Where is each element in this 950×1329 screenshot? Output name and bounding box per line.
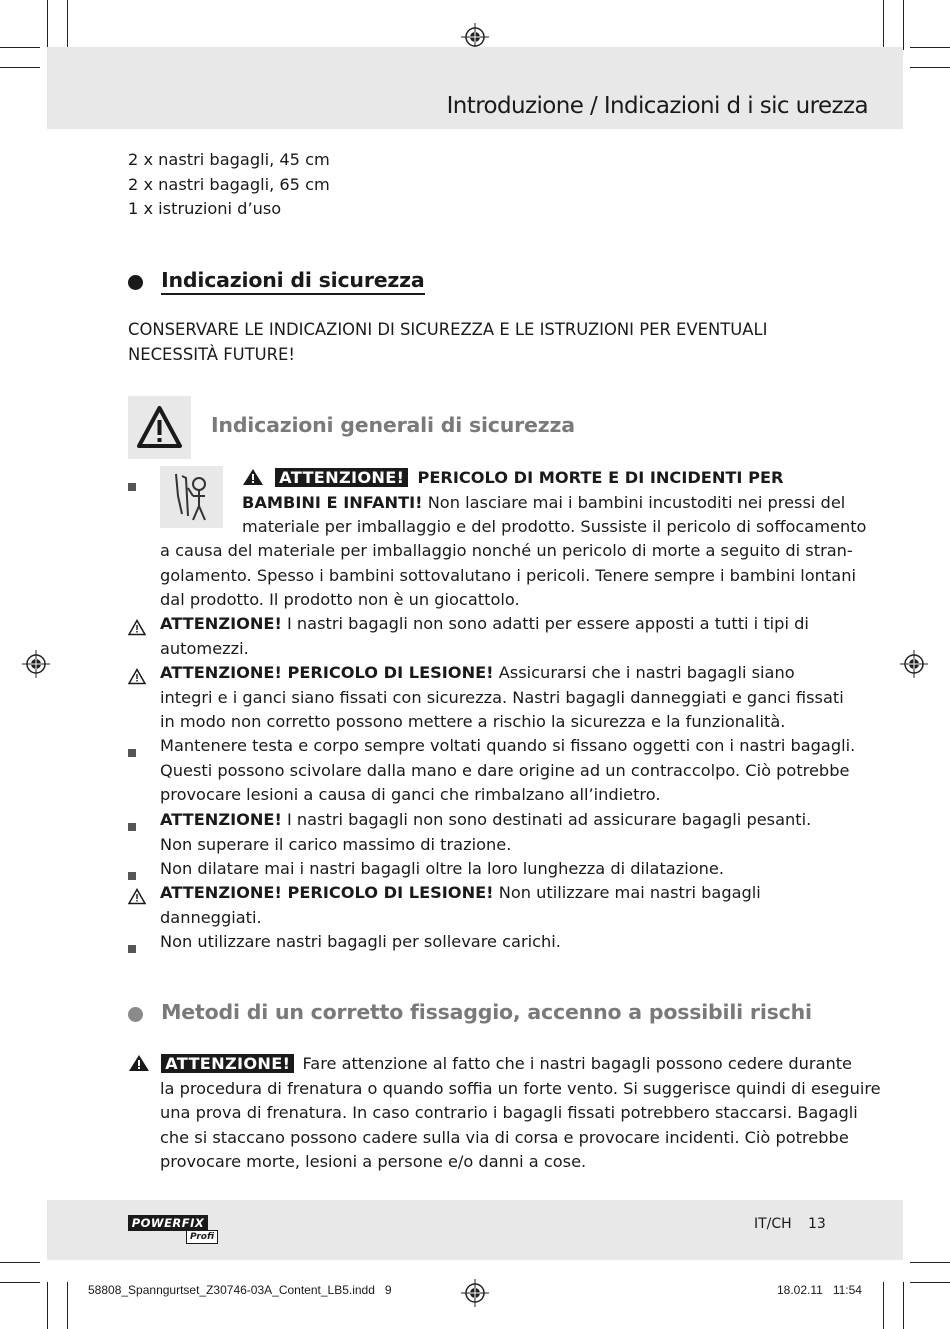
section-title: Metodi di un corretto fissaggio, accenno a possibili rischi [161,1000,812,1024]
bold-lead: ATTENZIONE! PERICOLO DI LESIONE! [160,663,494,682]
bold-lead: PERICOLO DI MORTE E DI INCIDENTI PER [417,468,784,487]
contents-list [128,148,828,222]
text-line: in modo non corretto possono mettere a rischio la sicurezza e la funzionalità. [160,712,786,731]
warning-triangle-icon [242,468,264,486]
bold-lead: BAMBINI E INFANTI! [242,492,423,512]
section-heading-safety [128,268,425,292]
text-line: Assicurarsi che i nastri bagagli siano [498,663,795,682]
bullet-dot-icon [128,275,143,290]
item-children-cont [160,539,856,613]
list-item: 2 x nastri bagagli, 65 cm [128,174,330,194]
bullet-dot-icon [128,1007,143,1022]
page-header-title: Introduzione / Indicazioni d i sic urezza [446,93,868,119]
text-line: che si staccano possono cadere sulla via di corsa e provocare incidenti. Ciò potrebbe [160,1127,849,1147]
crop-mark [47,0,48,50]
warning-outline-icon [128,665,146,689]
crop-mark [903,1282,904,1329]
item-heavy [160,808,840,857]
bold-lead: ATTENZIONE! [160,614,282,633]
registration-mark-icon [900,650,928,678]
crop-mark [0,47,40,48]
brand-logo [128,1215,221,1243]
text-line: provocare morte, lesioni a persone e/o danni a cose. [160,1152,587,1171]
bold-lead: ATTENZIONE! [160,810,282,829]
crop-mark [0,1282,40,1283]
keep-notice [128,318,828,367]
text-line: Non lasciare mai i bambini incustoditi nei pressi del [427,492,846,512]
warning-outline-icon [128,885,146,909]
text-line: Fare attenzione al fatto che i nastri bagagli possono cedere durante [302,1054,853,1073]
item-lifting: Non utilizzare nastri bagagli per sollevare carichi. [160,932,561,951]
page-number: 13 [808,1216,826,1232]
crop-mark [903,0,904,50]
warning-triangle-icon [128,1054,150,1072]
text-line: I nastri bagagli non sono destinati ad assicurare bagagli pesanti. [287,810,812,829]
text-line: integri e i ganci siano fissati con sicurezza. Nastri bagagli danneggiati e ganci fissati [160,687,844,707]
crop-mark [0,1262,40,1263]
date-slug: 18.02.11 11:54 [777,1283,862,1297]
section-title: Indicazioni di sicurezza [161,268,424,295]
crop-mark [883,1282,884,1329]
text-line: a causa del materiale per imballaggio nonché un pericolo di morte a seguito di stran- [160,541,853,560]
crop-mark [910,1282,950,1283]
attention-label: ATTENZIONE! [275,468,408,487]
crop-mark [0,67,40,68]
section-title-general: Indicazioni generali di sicurezza [211,413,575,437]
item-vehicles [160,612,840,661]
crop-mark [910,47,950,48]
square-bullet-icon [128,742,136,761]
square-bullet-icon [128,474,136,495]
text-line: dal prodotto. Il prodotto non è un giocattolo. [160,590,520,609]
registration-mark-icon [461,1279,489,1307]
notice-line: CONSERVARE LE INDICAZIONI DI SICUREZZA E LE ISTRUZIONI PER EVENTUALI [128,320,768,339]
crop-mark [910,1262,950,1263]
notice-line: NECESSITÀ FUTURE! [128,344,295,364]
brand-sub: Profi [186,1230,218,1244]
warning-box [128,396,191,459]
warning-outline-icon [128,616,146,640]
item-children [242,466,867,540]
item-posture [160,734,856,808]
registration-mark-icon [22,650,50,678]
warning-triangle-icon [128,396,191,459]
square-bullet-icon [128,938,136,957]
section-heading-methods [128,1000,812,1024]
item-stretch: Non dilatare mai i nastri bagagli oltre la loro lunghezza di dilatazione. [160,859,724,878]
text-line: automezzi. [160,638,249,658]
crop-mark [67,1282,68,1329]
crop-mark [883,0,884,50]
file-slug: 58808_Spanngurtset_Z30746-03A_Content_LB5.indd 9 [88,1283,392,1297]
brand-name: POWERFIX [128,1215,208,1231]
text-line: Non superare il carico massimo di trazione. [160,834,512,854]
item-damaged [160,881,840,930]
text-line: la procedura di frenatura o quando soffia un forte vento. Si suggerisce quindi di eseguire [160,1078,881,1098]
text-line: Mantenere testa e corpo sempre voltati quando si fissano oggetti con i nastri bagagli. [160,736,856,755]
bold-lead: ATTENZIONE! PERICOLO DI LESIONE! [160,883,494,902]
text-line: I nastri bagagli non sono adatti per essere apposti a tutti i tipi di [287,614,809,633]
child-warning-icon [160,466,223,528]
crop-mark [47,1282,48,1329]
item-injury [160,661,844,735]
square-bullet-icon [128,816,136,835]
locale-label: IT/CH [754,1216,792,1232]
text-line: provocare lesioni a causa di ganci che rimbalzano all’indietro. [160,785,661,804]
methods-paragraph [128,1052,881,1175]
text-line: Non utilizzare mai nastri bagagli [498,883,761,902]
text-line: una prova di frenatura. In caso contrario i bagagli fissati potrebbero staccarsi. Bagagli [160,1103,858,1122]
text-line: materiale per imballaggio e del prodotto. Sussiste il pericolo di soffocamento [242,517,867,536]
list-item: 2 x nastri bagagli, 45 cm [128,150,330,169]
attention-label: ATTENZIONE! [161,1054,294,1073]
list-item: 1 x istruzioni d’uso [128,199,282,218]
crop-mark [67,0,68,50]
crop-mark [910,67,950,68]
text-line: danneggiati. [160,907,262,927]
text-line: golamento. Spesso i bambini sottovalutano i pericoli. Tenere sempre i bambini lontani [160,565,856,585]
text-line: Questi possono scivolare dalla mano e dare origine ad un contraccolpo. Ciò potrebbe [160,760,850,780]
square-bullet-icon [128,865,136,884]
